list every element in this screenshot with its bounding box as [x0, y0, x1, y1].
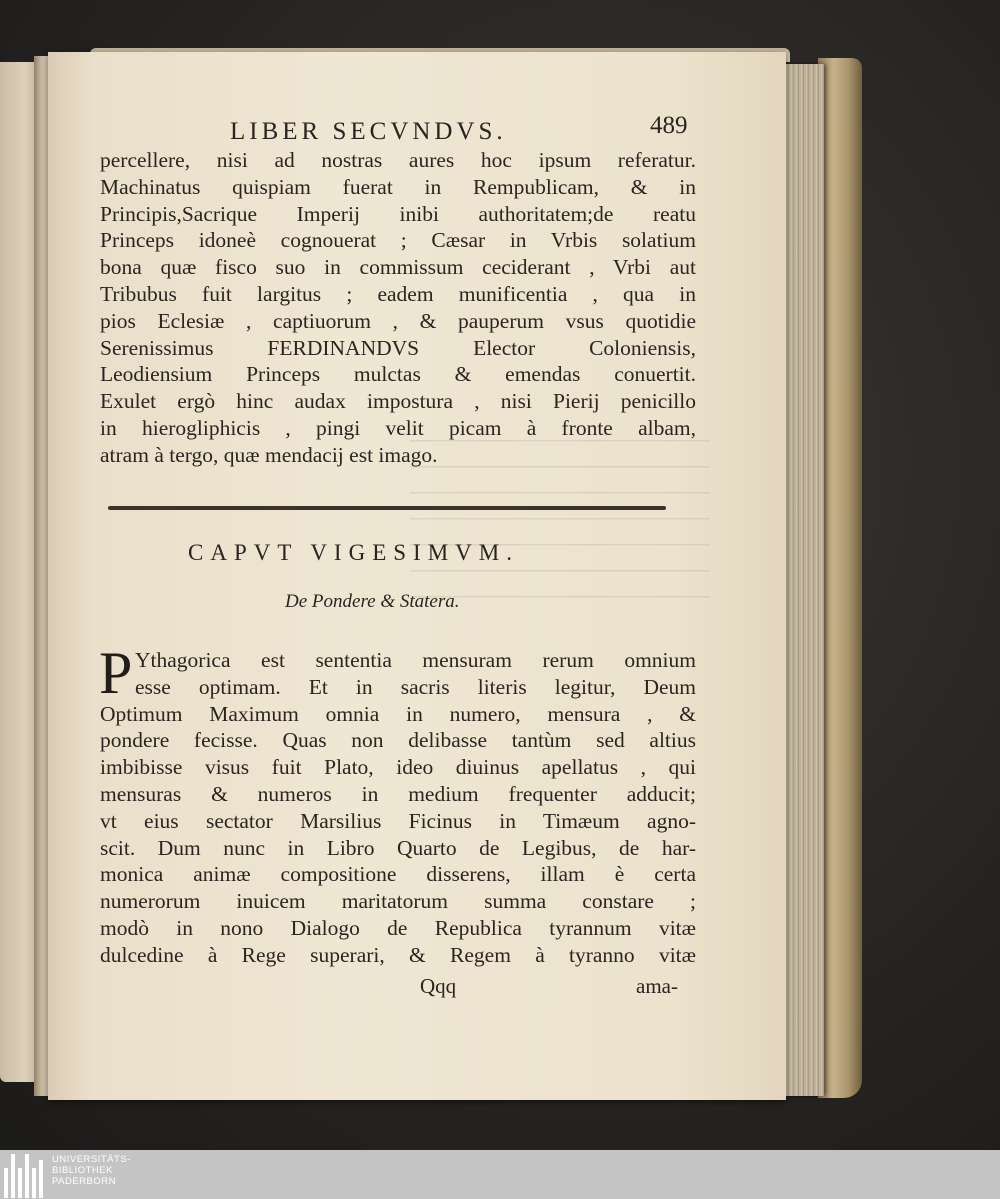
text-line: Tribubus fuit largitus ; eadem munificentia , qua in — [100, 281, 696, 306]
text-line: Principis,Sacrique Imperij inibi authoritatem;de reatu — [100, 201, 696, 226]
text-line: Leodiensium Princeps mulctas & emendas conuertit. — [100, 362, 696, 387]
text-line: pondere fecisse. Quas non delibasse tantùm sed altius — [100, 728, 696, 753]
text-line: esse optimam. Et in sacris literis legitur, Deum — [135, 674, 696, 699]
book-cover-edge — [818, 58, 862, 1098]
text-line: bona quæ fisco suo in commissum ceciderant , Vrbi aut — [100, 255, 696, 280]
library-logo-text — [52, 1154, 131, 1187]
paragraph-1 — [100, 147, 696, 469]
text-line: Exulet ergò hinc audax impostura , nisi Pierij penicillo — [100, 389, 696, 414]
library-footer-bar — [0, 1150, 1000, 1199]
page-number: 489 — [650, 112, 688, 139]
section-rule — [108, 506, 666, 510]
paragraph-2 — [100, 647, 696, 969]
logo-line: UNIVERSITÄTS- — [52, 1154, 131, 1165]
logo-line: PADERBORN — [52, 1176, 116, 1187]
text-line: Princeps idoneè cognouerat ; Cæsar in Vrbis solatium — [100, 228, 696, 253]
text-line: mensuras & numeros in medium frequenter adducit; — [100, 781, 696, 806]
text-line: percellere, nisi ad nostras aures hoc ipsum referatur. — [100, 148, 696, 172]
text-line: modò in nono Dialogo de Republica tyrannum vitæ — [100, 915, 696, 940]
text-line: in hierogliphicis , pingi velit picam à fronte albam, — [100, 415, 696, 440]
text-line: monica animæ compositione disserens, illam è certa — [100, 862, 696, 887]
text-line: pios Eclesiæ , captiuorum , & pauperum vsus quotidie — [100, 308, 696, 333]
text-line: atram à tergo, quæ mendacij est imago. — [100, 442, 438, 467]
signature-mark: Qqq — [420, 974, 457, 998]
chapter-subtitle: De Pondere & Statera. — [285, 591, 460, 612]
text-line: imbibisse visus fuit Plato, ideo diuinus apellatus , qui — [100, 755, 696, 780]
logo-line: BIBLIOTHEK — [52, 1165, 113, 1176]
text-line: scit. Dum nunc in Libro Quarto de Legibus, de har- — [100, 835, 696, 860]
text-line: Optimum Maximum omnia in numero, mensura , & — [100, 701, 696, 726]
chapter-title: CAPVT VIGESIMVM. — [188, 540, 519, 565]
text-line: dulcedine à Rege superari, & Regem à tyranno vitæ — [100, 942, 696, 967]
text-line: vt eius sectator Marsilius Ficinus in Timæum agno- — [100, 808, 696, 833]
text-line: Serenissimus FERDINANDVS Elector Coloniensis, — [100, 335, 696, 360]
text-line: numerorum inuicem maritatorum summa constare ; — [100, 889, 696, 914]
drop-cap: P — [99, 640, 133, 706]
text-line: Ythagorica est sententia mensuram rerum omnium — [135, 648, 696, 672]
text-line: Machinatus quispiam fuerat in Rempublicam, & in — [100, 174, 696, 199]
running-head: LIBER SECVNDVS. — [230, 118, 507, 145]
catchword: ama- — [636, 974, 678, 998]
page-fore-edges — [780, 64, 824, 1096]
library-logo-icon — [4, 1152, 44, 1198]
